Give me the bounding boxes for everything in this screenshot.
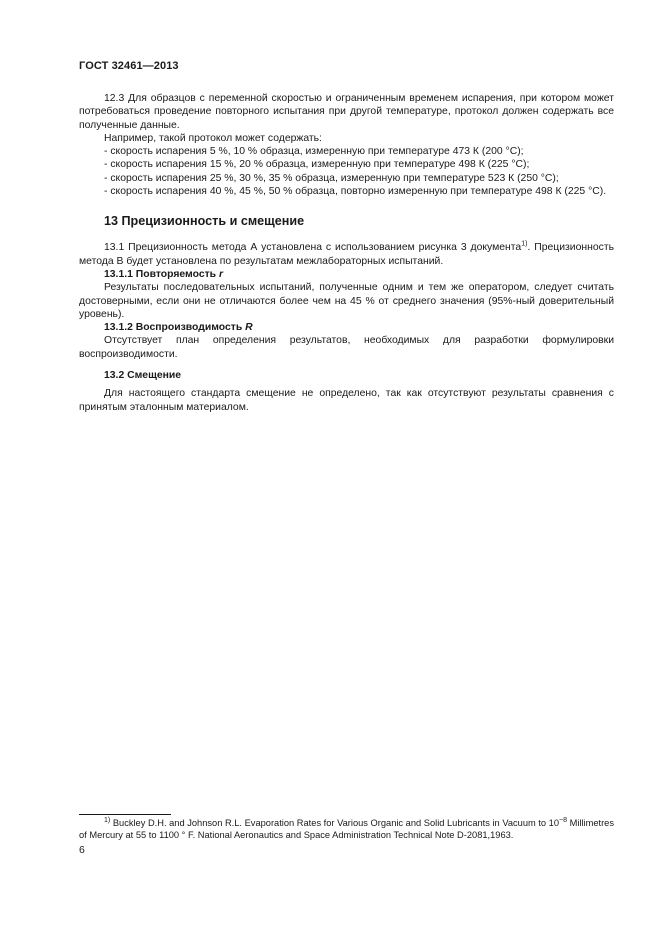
section-heading-13: 13 Прецизионность и смещение (104, 214, 305, 229)
list-item: - скорость испарения 40 %, 45 %, 50 % образца, повторно измеренную при температуре 498 К (225 °С). (104, 186, 607, 198)
subsection-heading-13-1-2 (104, 321, 614, 334)
paragraph-13-1 (79, 241, 614, 268)
list-item: - скорость испарения 25 %, 30 %, 35 % образца, измеренную при температуре 523 К (250 °С); (104, 172, 559, 184)
page-body (79, 92, 614, 414)
paragraph-13-1-2: Отсутствует план определения результатов, необходимых для разработки формулировки воспроизводимости. (79, 335, 614, 360)
subsection-heading-13-2: 13.2 Смещение (104, 370, 182, 382)
paragraph-12-3: 12.3 Для образцов с переменной скоростью и ограниченным временем испарения, при котором может потребоваться проведение повторного испытания при другой температуре, протокол должен содержать все полученные данные. (79, 93, 614, 131)
page-number: 6 (79, 845, 85, 856)
heading-text: 13.1.2 Воспроизводимость (104, 322, 246, 334)
example-intro: Например, такой протокол может содержать: (104, 132, 322, 144)
footnote-mark: 1) (104, 816, 111, 824)
footnote-exponent: −8 (559, 816, 567, 824)
footnote-text-cont: Millimetres of Mercury at 55 to 1100 ° F. National Aeronautics and Space Administration Technical Note D-2081,1963. (79, 818, 614, 841)
footnote-ref[interactable]: 1) (521, 240, 528, 248)
paragraph-13-1-1: Результаты последовательных испытаний, полученные одним и тем же оператором, следует считать достоверными, если они не отличаются более чем на 45 % от среднего значения (95%-ный доверительный уровень). (79, 282, 614, 320)
footnote-text: Buckley D.H. and Johnson R.L. Evaporation Rates for Various Organic and Solid Lubricants in Vacuum to 10 (110, 818, 559, 828)
subsection-heading-13-1-1 (104, 268, 614, 281)
list-item: - скорость испарения 5 %, 10 % образца, измеренную при температуре 473 К (200 °С); (104, 146, 524, 158)
paragraph-13-2: Для настоящего стандарта смещение не определено, так как отсутствуют результаты сравнения с принятым эталонным материалом. (79, 388, 614, 413)
symbol-r: r (218, 268, 224, 280)
footnote-divider (79, 814, 171, 815)
heading-text: 13.1.1 Повторяемость (104, 268, 219, 280)
list-item: - скорость испарения 15 %, 20 % образца, измеренную при температуре 498 К (225 °С); (104, 159, 530, 171)
paragraph-13-1-text-cont: . Прецизионность метода В будет установлена по результатам межлабораторных испытаний. (79, 242, 615, 267)
standard-header: ГОСТ 32461—2013 (79, 60, 179, 72)
paragraph-13-1-text: 13.1 Прецизионность метода А установлена с использованием рисунка 3 документа (104, 242, 522, 254)
symbol-R: R (245, 322, 253, 334)
footnote (79, 817, 614, 841)
